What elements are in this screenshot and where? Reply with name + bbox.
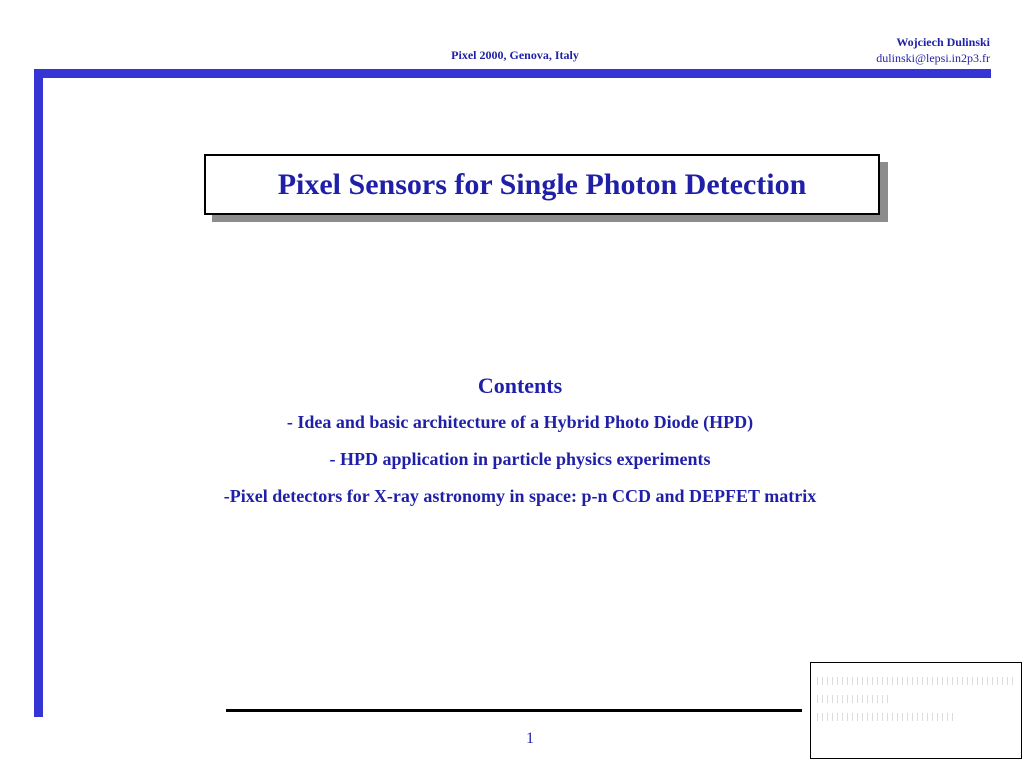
title-box xyxy=(204,154,880,215)
thumbnail-box xyxy=(810,662,1022,759)
thumbnail-line xyxy=(817,713,957,721)
contents-item: - Idea and basic architecture of a Hybrid Photo Diode (HPD) xyxy=(286,412,754,432)
footer-divider xyxy=(226,709,802,712)
author-block xyxy=(876,34,990,66)
contents-item: -Pixel detectors for X-ray astronomy in space: p-n CCD and DEPFET matrix xyxy=(223,486,817,506)
conference-label: Pixel 2000, Genova, Italy xyxy=(451,48,579,62)
thumbnail-line xyxy=(817,695,891,703)
contents-item: - HPD application in particle physics experiments xyxy=(329,449,711,469)
contents-heading: Contents xyxy=(477,373,563,398)
slide-title: Pixel Sensors for Single Photon Detection xyxy=(277,167,807,201)
author-email: dulinski@lepsi.in2p3.fr xyxy=(876,51,990,65)
thumbnail-line xyxy=(817,677,1013,685)
page-number: 1 xyxy=(526,730,534,747)
top-accent-bar xyxy=(34,69,991,78)
left-accent-bar xyxy=(34,69,43,717)
author-name: Wojciech Dulinski xyxy=(896,35,990,49)
contents-section xyxy=(200,372,840,521)
